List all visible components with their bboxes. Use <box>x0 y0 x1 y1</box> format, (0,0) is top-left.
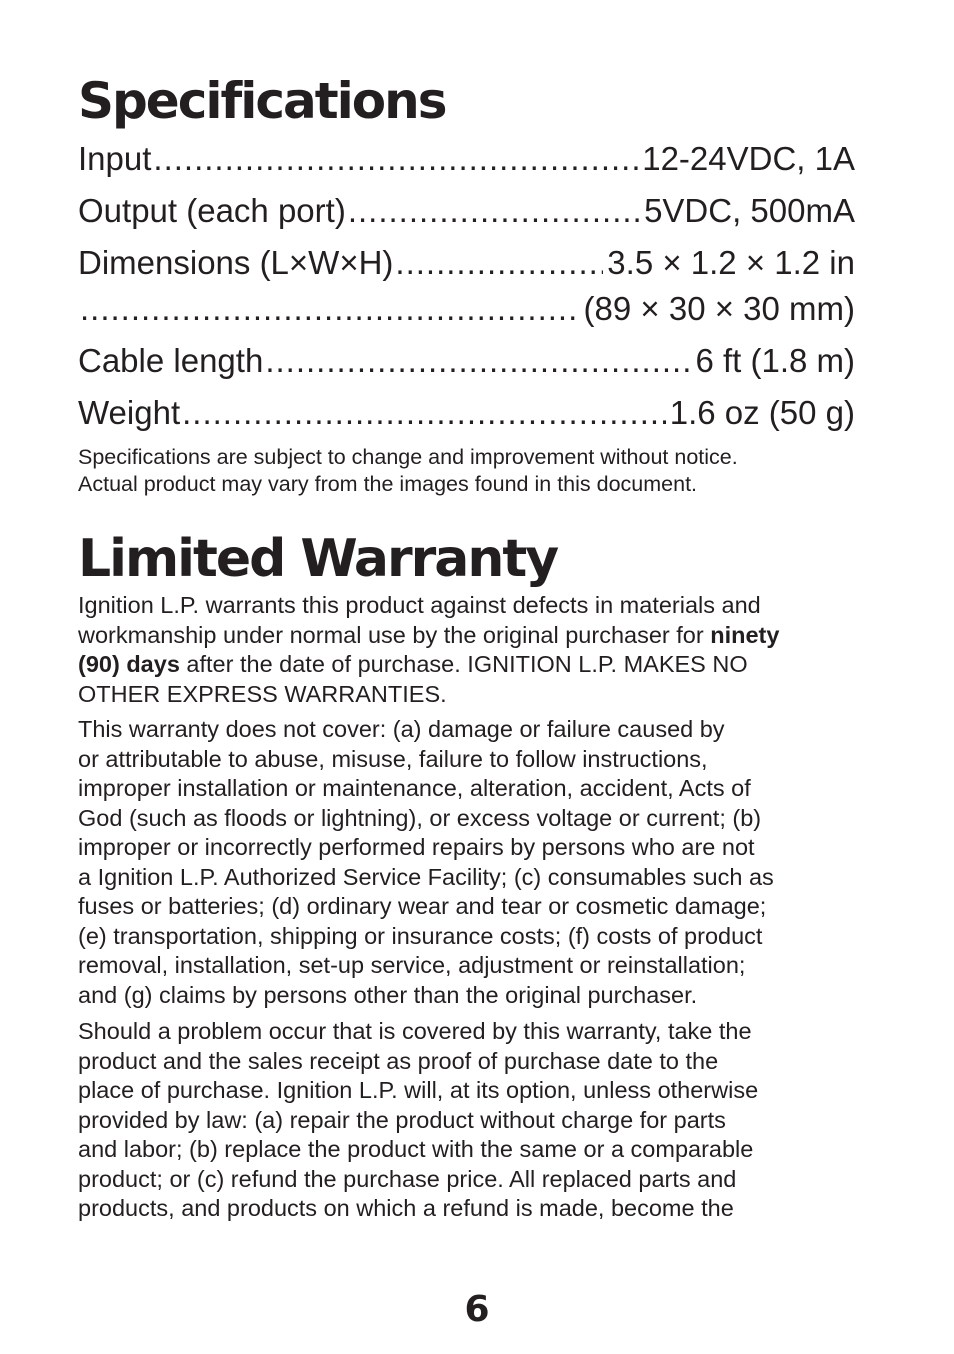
paragraph-line: and labor; (b) replace the product with the same or a comparable <box>78 1136 754 1162</box>
paragraph-line: improper or incorrectly performed repairs by persons who are not <box>78 834 755 860</box>
paragraph-line: fuses or batteries; (d) ordinary wear and tear or cosmetic damage; <box>78 893 767 919</box>
paragraph-line: products, and products on which a refund is made, become the <box>78 1195 734 1221</box>
dot-leader <box>182 390 666 436</box>
paragraph-line: OTHER EXPRESS WARRANTIES. <box>78 680 447 707</box>
dot-leader <box>80 286 580 332</box>
spec-value: 6 ft (1.8 m) <box>695 342 855 379</box>
spec-row-dimensions-metric <box>78 286 855 332</box>
spec-row-cable-length <box>78 338 855 384</box>
spec-label: Output (each port) <box>78 192 346 229</box>
paragraph-line: a Ignition L.P. Authorized Service Facility; (c) consumables such as <box>78 863 774 890</box>
spec-value: 12-24VDC, 1A <box>642 140 855 177</box>
spec-value: 1.6 oz (50 g) <box>669 394 855 431</box>
paragraph-line: This warranty does not cover: (a) damage or failure caused by <box>78 716 725 742</box>
paragraph-line: removal, installation, set-up service, adjustment or reinstallation; <box>78 952 746 978</box>
paragraph-line: product and the sales receipt as proof of purchase date to the <box>78 1047 719 1074</box>
paragraph-line: and (g) claims by persons other than the original purchaser. <box>78 981 698 1008</box>
page-number: 6 <box>464 1289 490 1330</box>
spec-label: Cable length <box>78 342 264 379</box>
dot-leader <box>153 136 638 182</box>
spec-row-weight <box>78 390 855 436</box>
spec-value: (89 × 30 × 30 mm) <box>583 290 855 327</box>
spec-value: 3.5 × 1.2 × 1.2 in <box>607 244 855 281</box>
warranty-heading: Limited Warranty <box>78 529 558 589</box>
warranty-paragraph-3 <box>78 1017 878 1224</box>
dot-leader <box>395 240 603 286</box>
paragraph-line: or attributable to abuse, misuse, failure to follow instructions, <box>78 745 708 772</box>
paragraph-line <box>78 621 878 651</box>
paragraph-text: workmanship under normal use by the original purchaser for <box>78 621 711 648</box>
specifications-disclaimer <box>78 444 868 498</box>
paragraph-line: provided by law: (a) repair the product without charge for parts <box>78 1106 726 1133</box>
disclaimer-line: Actual product may vary from the images found in this document. <box>78 472 698 496</box>
paragraph-text: after the date of purchase. IGNITION L.P. MAKES NO <box>179 651 748 677</box>
paragraph-line: product; or (c) refund the purchase price. All replaced parts and <box>78 1165 737 1192</box>
specifications-heading: Specifications <box>78 72 446 130</box>
warranty-period-emphasis: (90) days <box>78 651 180 677</box>
spec-label: Dimensions (L×W×H) <box>78 244 394 281</box>
paragraph-line: improper installation or maintenance, alteration, accident, Acts of <box>78 775 751 801</box>
dot-leader <box>265 338 691 384</box>
spec-row-dimensions <box>78 240 855 286</box>
paragraph-line: Ignition L.P. warrants this product against defects in materials and <box>78 592 761 618</box>
spec-value: 5VDC, 500mA <box>644 192 855 229</box>
paragraph-line: (e) transportation, shipping or insurance costs; (f) costs of product <box>78 922 763 949</box>
dot-leader <box>348 188 640 234</box>
disclaimer-line: Specifications are subject to change and improvement without notice. <box>78 445 738 469</box>
warranty-paragraph-2 <box>78 715 878 1010</box>
specifications-list <box>78 136 855 436</box>
paragraph-line: place of purchase. Ignition L.P. will, at its option, unless otherwise <box>78 1077 759 1103</box>
warranty-paragraph-1 <box>78 591 878 709</box>
warranty-period-emphasis: ninety <box>710 621 780 648</box>
paragraph-line: Should a problem occur that is covered by this warranty, take the <box>78 1018 752 1044</box>
spec-row-output <box>78 188 855 234</box>
paragraph-line <box>78 650 878 680</box>
spec-row-input <box>78 136 855 182</box>
spec-label: Weight <box>78 394 181 431</box>
paragraph-line: God (such as floods or lightning), or excess voltage or current; (b) <box>78 804 762 831</box>
spec-label: Input <box>78 140 152 177</box>
